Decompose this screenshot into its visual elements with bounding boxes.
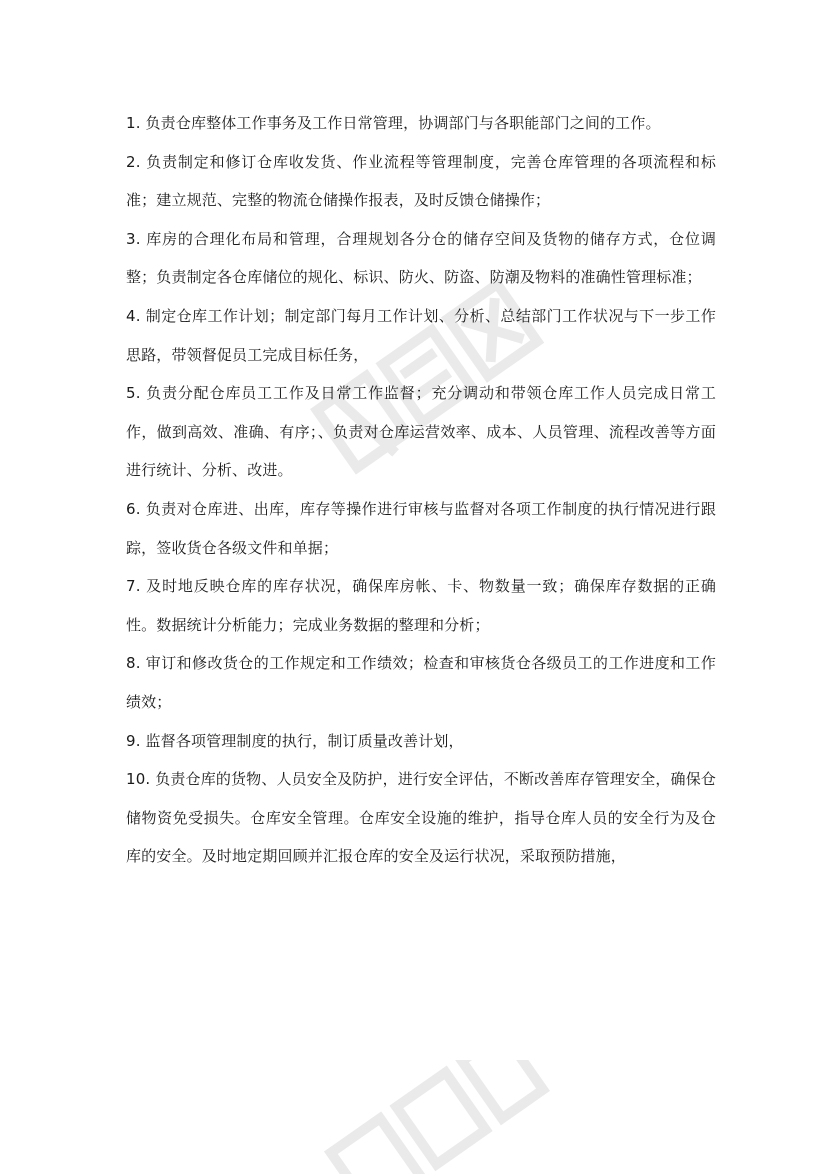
duty-item-10: 10. 负责仓库的货物、人员安全及防护，进行安全评估，不断改善库存管理安全，确保仓储物资免受损失。仓库安全管理。仓库安全设施的维护，指导仓库人员的安全行为及仓库的安全。及时地定期回顾并汇报仓库的安全及运行状况，采取预防措施，: [126, 770, 716, 866]
duty-item-2: 2. 负责制定和修订仓库收发货、作业流程等管理制度，完善仓库管理的各项流程和标准；建立规范、完整的物流仓储操作报表，及时反馈仓储操作；: [126, 152, 716, 210]
duty-item-8: 8. 审订和修改货仓的工作规定和工作绩效；检查和审核货仓各级员工的工作进度和工作绩效；: [126, 654, 716, 711]
duty-item-6: 6. 负责对仓库进、出库，库存等操作进行审核与监督对各项工作制度的执行情况进行跟踪，签收货仓各级文件和单据；: [126, 499, 716, 557]
duty-item-3: 3. 库房的合理化布局和管理，合理规划各分仓的储存空间及货物的储存方式，仓位调整；负责制定各仓库储位的规化、标识、防火、防盗、防潮及物料的准确性管理标准；: [126, 229, 716, 287]
duty-item-1: 1. 负责仓库整体工作事务及工作日常管理，协调部门与各职能部门之间的工作。: [126, 114, 661, 132]
duty-item-9: 9. 监督各项管理制度的执行，制订质量改善计划，: [126, 731, 464, 750]
duty-item-5: 5. 负责分配仓库员工工作及日常工作监督；充分调动和带领仓库工作人员完成日常工作，做到高效、准确、有序；、负责对仓库运营效率、成本、人员管理、流程改善等方面进行统计、分析、改进。: [126, 384, 716, 480]
duty-item-4: 4. 制定仓库工作计划；制定部门每月工作计划、分析、总结部门工作状况与下一步工作思路，带领督促员工完成目标任务，: [126, 306, 716, 364]
watermark-icon: [310, 1060, 550, 1174]
job-duties-list: [126, 104, 716, 876]
duty-item-7: 7. 及时地反映仓库的库存状况，确保库房帐、卡、物数量一致；确保库存数据的正确性。数据统计分析能力；完成业务数据的整理和分析；: [126, 577, 716, 634]
